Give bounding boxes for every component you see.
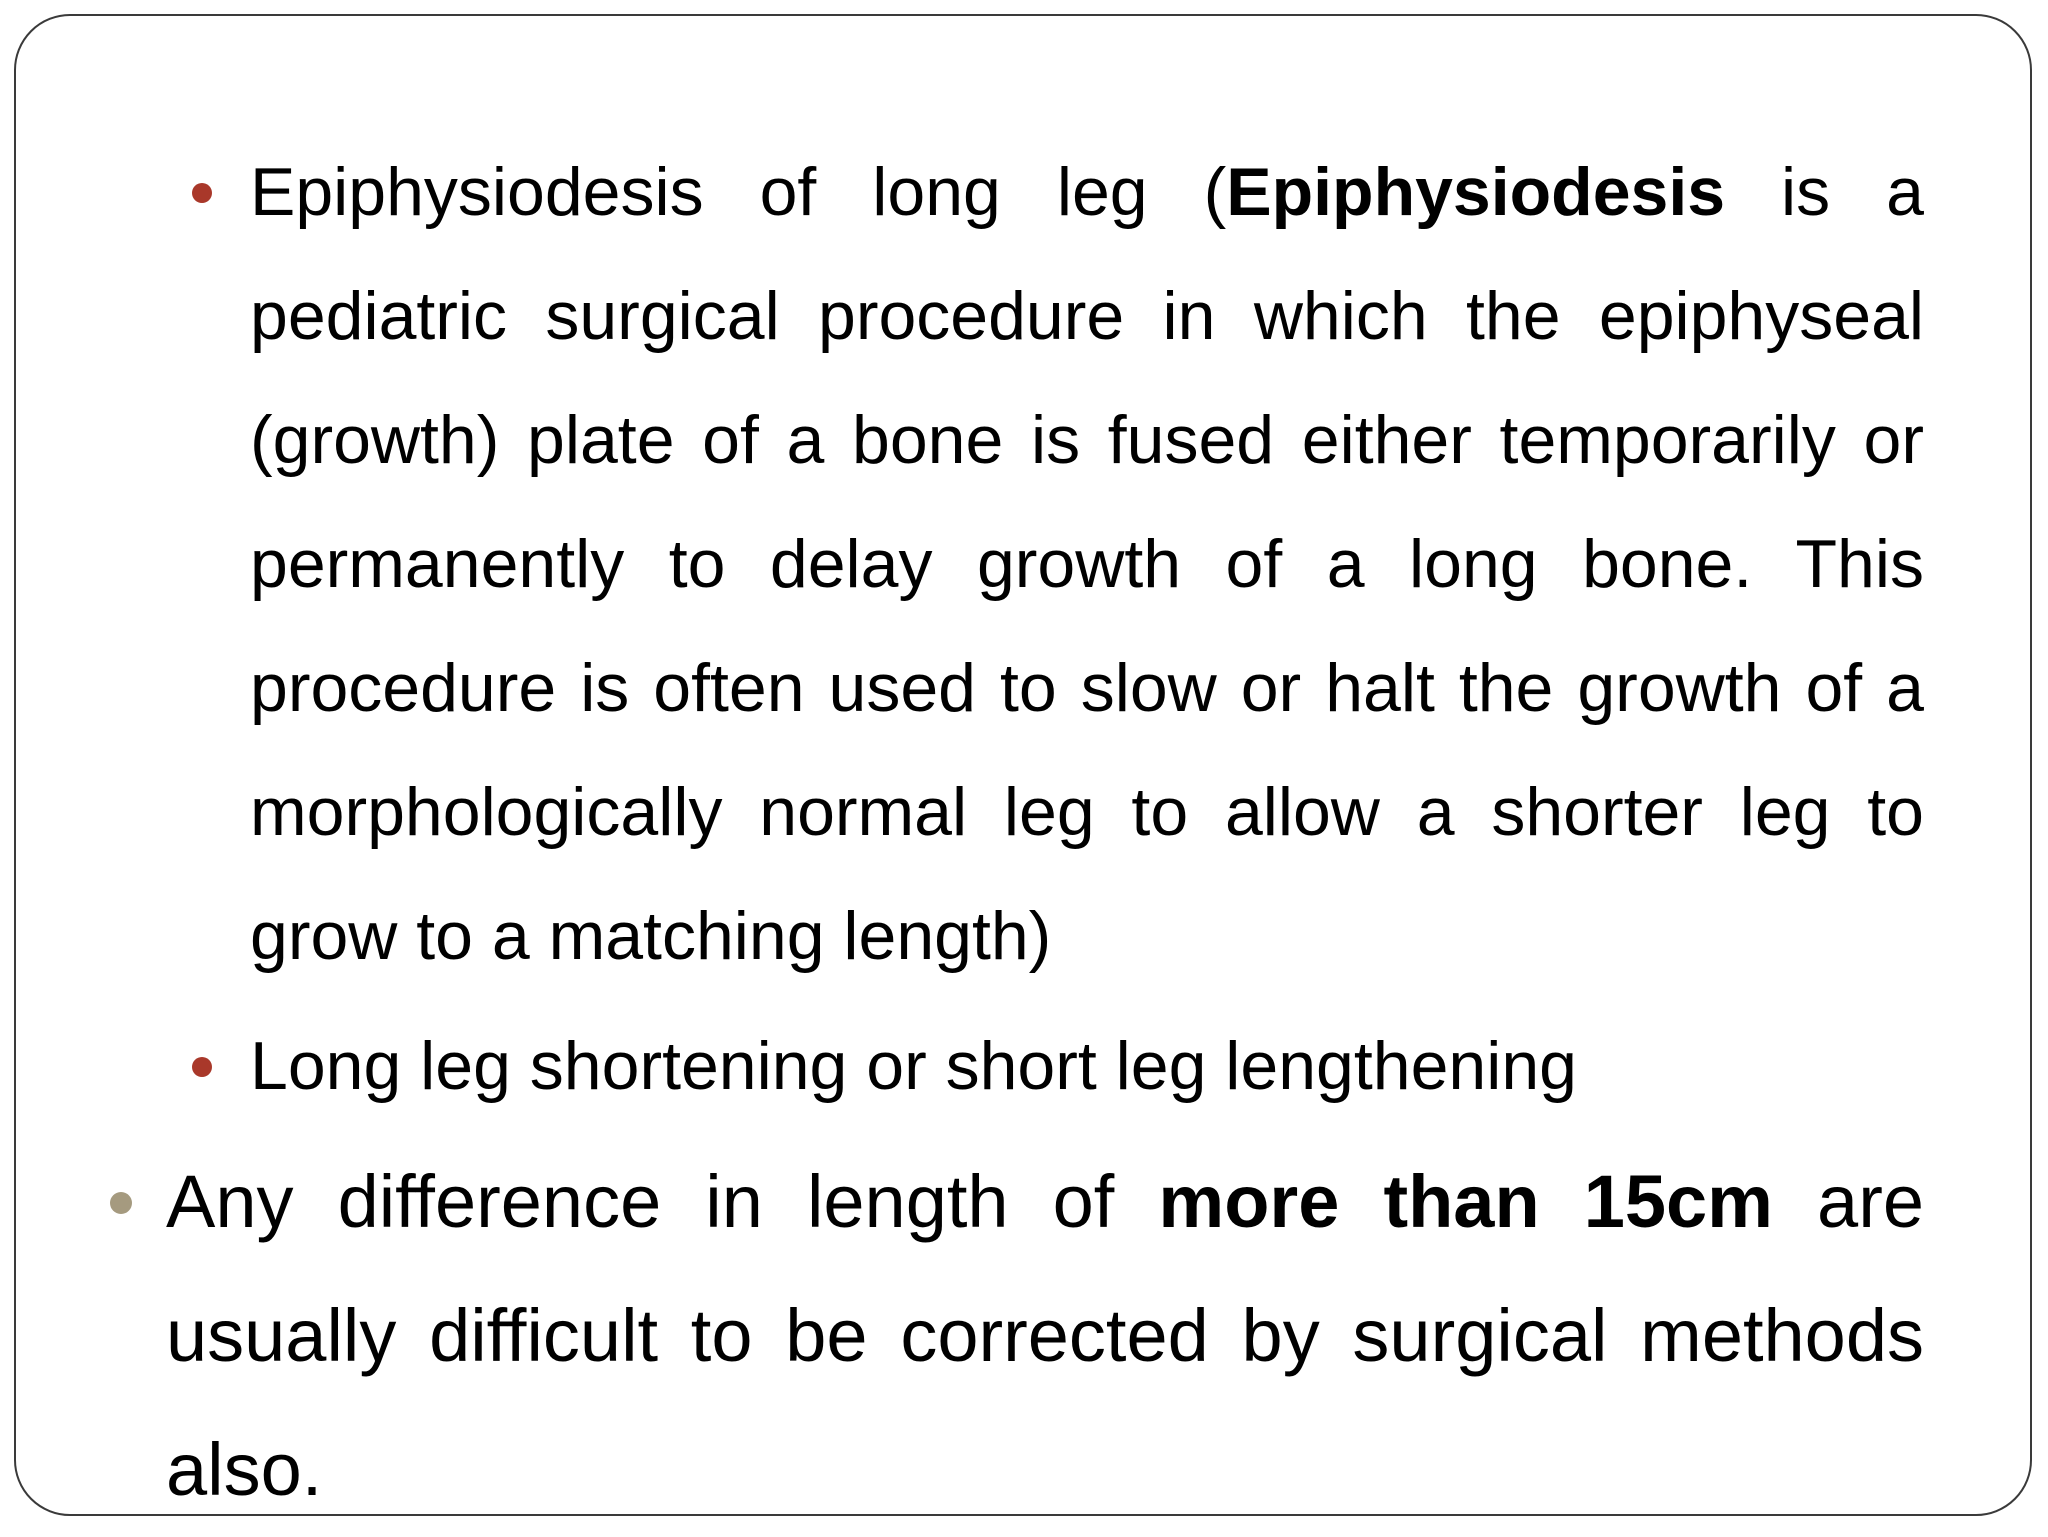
bullet-dot-icon: [192, 1057, 212, 1077]
sub-bullet-shortening: [250, 1004, 1924, 1128]
main-bullet-text-end: are usually difficult to be corrected by surgical methods also.: [166, 1160, 1925, 1511]
bullet-dot-icon: [192, 183, 212, 203]
bullet-dot-icon: [110, 1192, 132, 1214]
main-bullet-difference: [166, 1135, 1924, 1537]
sub-bullet-epiphysiodesis: [250, 130, 1924, 998]
sub-bullet-bold-term: Epiphysiodesis: [1226, 154, 1726, 230]
main-bullet-bold-term: more than 15cm: [1158, 1160, 1773, 1243]
main-bullet-list: [166, 1135, 1924, 1537]
main-bullet-text-start: Any difference in length of: [166, 1160, 1159, 1243]
sub-bullet-text-end: is a pediatric surgical procedure in which the epiphyseal (growth) plate of a bone is fused either temporarily or permanently to delay growth of a long bone. This procedure is often used to slow or halt the growth of a morphologically normal leg to allow a shorter leg to grow to a matching length): [250, 154, 1924, 974]
sub-bullet-text: Long leg shortening or short leg lengthening: [250, 1028, 1577, 1104]
sub-bullet-text-start: Epiphysiodesis of long leg (: [250, 154, 1227, 230]
sub-bullet-list: [250, 130, 1924, 1128]
